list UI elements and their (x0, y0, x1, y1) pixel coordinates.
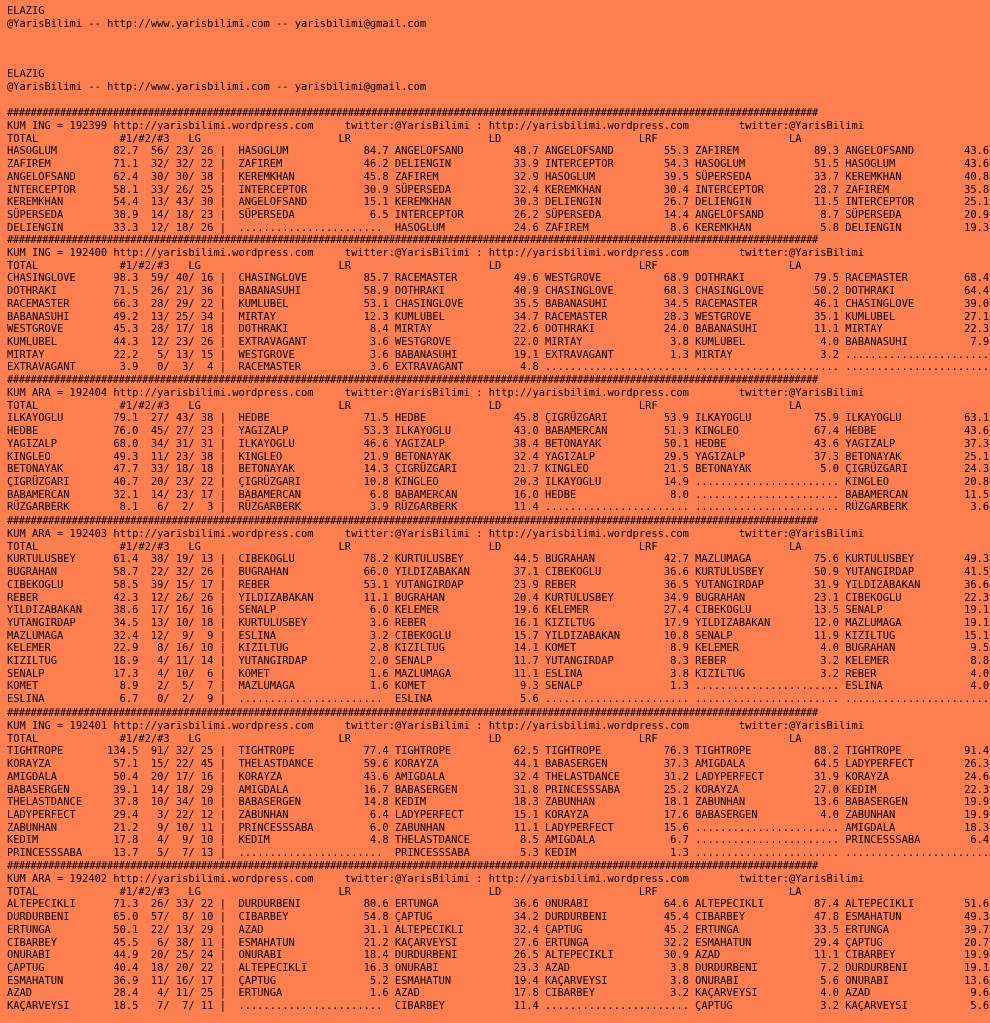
race-table-192403: KUM ARA = 192403 http://yarisbilimi.wordpress.com twitter:@YarisBilimi : http://yarisbilimi.wordpress.com twitter:@YarisBilimi TOTAL #1/#2/#3 LG LR LD LRF LA KURTULUSBEY 61.4 38/ 19/ 13 | CIBEKOGLU 78.2 KURTULUSBEY 44.5 BUGRAHAN 42.7 MAZLUMAGA 75.6 KURTULUSBEY 49.3 BUGRAHAN 58.7 22/ 32/ 26 | BUGRAHAN 66.0 YILDIZABAKAN 37.1 CIBEKOGLU 36.6 KURTULUSBEY 50.9 YUTANGIRDAP 41.5 CIBEKOGLU 58.5 39/ 15/ 17 | REBER 53.1 YUTANGIRDAP 23.9 REBER 36.5 YUTANGIRDAP 31.9 YILDIZABAKAN 36.6 REBER 42.3 12/ 26/ 26 | YILDIZABAKAN 11.1 BUGRAHAN 20.4 KURTULUSBEY 34.9 BUGRAHAN 23.1 CIBEKOGLU 22.3 YILDIZABAKAN 38.6 17/ 16/ 16 | SENALP 6.0 KELEMER 19.6 KELEMER 27.4 CIBEKOGLU 13.5 SENALP 19.1 YUTANGIRDAP 34.5 13/ 10/ 18 | KURTULUSBEY 3.6 REBER 16.1 KIZILTUG 17.9 YILDIZABAKAN 12.0 MAZLUMAGA 19.1 MAZLUMAGA 32.4 12/ 9/ 9 | ESLINA 3.2 CIBEKOGLU 15.7 YILDIZABAKAN 10.8 SENALP 11.9 KIZILTUG 15.1 KELEMER 22.9 8/ 16/ 10 | KIZILTUG 2.8 KIZILTUG 14.1 KOMET 8.9 KELEMER 4.0 BUGRAHAN 9.5 KIZILTUG 18.9 4/ 11/ 14 | YUTANGIRDAP 2.0 SENALP 11.7 YUTANGIRDAP 8.3 REBER 3.2 KELEMER 8.8 SENALP 17.3 4/ 10/ 6 | KOMET 1.6 MAZLUMAGA 11.1 ESLINA 3.8 KIZILTUG 3.2 REBER 4.0 KOMET 8.9 2/ 5/ 7 | MAZLUMAGA 1.6 KOMET 9.3 SENALP 1.3 ....................... ESLINA 4.0 ESLINA 6.7 0/ 2/ 9 | ....................... ESLINA 5.6 ....................... ....................... ....................... (7, 528, 990, 706)
separator-line: ########################################################################################################################################## (7, 374, 818, 386)
race-table-192401: KUM ING = 192401 http://yarisbilimi.wordpress.com twitter:@YarisBilimi : http://yarisbilimi.wordpress.com twitter:@YarisBilimi TOTAL #1/#2/#3 LG LR LD LRF LA TIGHTROPE 134.5 91/ 32/ 25 | TIGHTROPE 77.4 TIGHTROPE 62.5 TIGHTROPE 76.3 TIGHTROPE 88.2 TIGHTROPE 91.4 KORAYZA 57.1 15/ 22/ 45 | THELASTDANCE 59.6 KORAYZA 44.1 BABASERGEN 37.3 AMIGDALA 64.5 LADYPERFECT 26.3 AMIGDALA 50.4 20/ 17/ 16 | KORAYZA 43.6 AMIGDALA 32.4 THELASTDANCE 31.2 LADYPERFECT 31.9 KORAYZA 24.6 BABASERGEN 39.1 14/ 18/ 29 | AMIGDALA 16.7 BABASERGEN 31.8 PRINCESSSABA 25.2 KORAYZA 27.0 KEDIM 22.3 THELASTDANCE 37.8 10/ 34/ 10 | BABASERGEN 14.8 KEDIM 18.3 ZABUNHAN 18.1 ZABUNHAN 13.6 BABASERGEN 19.9 LADYPERFECT 29.4 3/ 22/ 12 | ZABUNHAN 6.4 LADYPERFECT 15.1 KORAYZA 17.6 BABASERGEN 4.0 ZABUNHAN 19.9 ZABUNHAN 21.2 9/ 10/ 11 | PRINCESSSABA 6.0 ZABUNHAN 11.1 LADYPERFECT 15.6 ....................... AMIGDALA 18.3 KEDIM 17.8 4/ 9/ 10 | KEDIM 4.8 THELASTDANCE 8.5 AMIGDALA 6.7 ....................... PRINCESSSABA 6.4 PRINCESSSABA 13.7 5/ 7/ 13 | ....................... PRINCESSSABA 5.3 KEDIM 1.3 ....................... ....................... (7, 720, 990, 860)
separator-line: ########################################################################################################################################## (7, 515, 818, 527)
race-table-192400: KUM ING = 192400 http://yarisbilimi.wordpress.com twitter:@YarisBilimi : http://yarisbilimi.wordpress.com twitter:@YarisBilimi TOTAL #1/#2/#3 LG LR LD LRF LA CHASINGLOVE 98.3 59/ 40/ 16 | CHASINGLOVE 85.7 RACEMASTER 49.6 WESTGROVE 68.9 DOTHRAKI 79.5 RACEMASTER 68.4 DOTHRAKI 71.5 26/ 21/ 36 | BABANASUHI 58.9 DOTHRAKI 40.9 CHASINGLOVE 68.3 CHASINGLOVE 50.2 DOTHRAKI 64.4 RACEMASTER 66.3 28/ 29/ 22 | KUMLUBEL 53.1 CHASINGLOVE 35.5 BABANASUHI 34.5 RACEMASTER 46.1 CHASINGLOVE 39.0 BABANASUHI 49.2 13/ 25/ 34 | MIRTAY 12.3 KUMLUBEL 34.7 RACEMASTER 28.3 WESTGROVE 35.1 KUMLUBEL 27.1 WESTGROVE 45.3 28/ 17/ 18 | DOTHRAKI 8.4 MIRTAY 22.6 DOTHRAKI 24.0 BABANASUHI 11.1 MIRTAY 22.3 KUMLUBEL 44.3 12/ 23/ 26 | EXTRAVAGANT 3.6 WESTGROVE 22.0 MIRTAY 3.8 KUMLUBEL 4.0 BABANASUHI 7.9 MIRTAY 22.2 5/ 13/ 15 | WESTGROVE 3.6 BABANASUHI 19.1 EXTRAVAGANT 1.3 MIRTAY 3.2 ....................... EXTRAVAGANT 3.9 0/ 3/ 4 | RACEMASTER 3.6 EXTRAVAGANT 4.8 ....................... ....................... ....................... (7, 247, 990, 374)
race-table-192404: KUM ARA = 192404 http://yarisbilimi.wordpress.com twitter:@YarisBilimi : http://yarisbilimi.wordpress.com twitter:@YarisBilimi TOTAL #1/#2/#3 LG LR LD LRF LA ILKAYOGLU 79.1 27/ 43/ 38 | HEDBE 71.5 HEDBE 45.8 ÇIGRÜZGARI 53.9 ILKAYOGLU 75.9 ILKAYOGLU 63.1 HEDBE 76.0 45/ 27/ 23 | YAGIZALP 53.3 ILKAYOGLU 43.0 BABAMERCAN 51.3 KINGLEO 67.4 HEDBE 43.6 YAGIZALP 68.0 34/ 31/ 31 | ILKAYOGLU 46.6 YAGIZALP 38.4 BETONAYAK 50.1 HEDBE 43.6 YAGIZALP 37.3 KINGLEO 49.3 11/ 23/ 38 | KINGLEO 21.9 BETONAYAK 32.4 YAGIZALP 29.5 YAGIZALP 37.3 BETONAYAK 25.1 BETONAYAK 47.7 33/ 18/ 18 | BETONAYAK 14.3 ÇIGRÜZGARI 21.7 KINGLEO 21.5 BETONAYAK 5.0 ÇIGRÜZGARI 24.3 ÇIGRÜZGARI 40.7 20/ 23/ 22 | ÇIGRÜZGARI 10.8 KINGLEO 20.3 ILKAYOGLU 14.9 ....................... KINGLEO 20.8 BABAMERCAN 32.1 14/ 23/ 17 | BABAMERCAN 6.8 BABAMERCAN 16.0 HEDBE 8.0 ....................... BABAMERCAN 11.5 RÜZGARBERK 8.1 6/ 2/ 3 | RÜZGARBERK 3.9 RÜZGARBERK 11.4 ....................... ....................... RÜZGARBERK 3.6 (7, 387, 990, 514)
separator-line: ########################################################################################################################################## (7, 234, 818, 246)
separator-line: ########################################################################################################################################## (7, 860, 818, 872)
site-header-top: ELAZIG @YarisBilimi -- http://www.yarisbilimi.com -- yarisbilimi@gmail.com (7, 5, 427, 30)
separator-line: ########################################################################################################################################## (7, 107, 818, 119)
race-table-192399: KUM ING = 192399 http://yarisbilimi.wordpress.com twitter:@YarisBilimi : http://yarisbilimi.wordpress.com twitter:@YarisBilimi TOTAL #1/#2/#3 LG LR LD LRF LA HASOGLUM 82.7 56/ 23/ 26 | HASOGLUM 84.7 ANGELOFSAND 48.7 ANGELOFSAND 55.3 ZAFIREM 89.3 ANGELOFSAND 43.6 ZAFIREM 71.1 32/ 32/ 22 | ZAFIREM 46.2 DELIENGIN 33.9 INTERCEPTOR 54.3 HASOGLUM 51.5 HASOGLUM 43.6 ANGELOFSAND 62.4 30/ 30/ 38 | KEREMKHAN 45.8 ZAFIREM 32.9 HASOGLUM 39.5 SÜPERSEDA 33.7 KEREMKHAN 40.8 INTERCEPTOR 58.1 33/ 26/ 25 | INTERCEPTOR 30.9 SÜPERSEDA 32.4 KEREMKHAN 30.4 INTERCEPTOR 28.7 ZAFIREM 35.8 KEREMKHAN 54.4 13/ 43/ 30 | ANGELOFSAND 15.1 KEREMKHAN 30.3 DELIENGIN 26.7 DELIENGIN 11.5 INTERCEPTOR 25.1 SÜPERSEDA 38.9 14/ 18/ 23 | SÜPERSEDA 6.5 INTERCEPTOR 26.2 SÜPERSEDA 14.4 ANGELOFSAND 8.7 SÜPERSEDA 20.9 DELIENGIN 33.3 12/ 18/ 26 | ....................... HASOGLUM 24.6 ZAFIREM 8.6 KEREMKHAN 5.8 DELIENGIN 19.3 (7, 120, 990, 234)
separator-line: ########################################################################################################################################## (7, 707, 818, 719)
race-table-192402: KUM ARA = 192402 http://yarisbilimi.wordpress.com twitter:@YarisBilimi : http://yarisbilimi.wordpress.com twitter:@YarisBilimi TOTAL #1/#2/#3 LG LR LD LRF LA ALTEPECIKLI 71.3 26/ 33/ 22 | DURDURBENI 80.6 ERTUNGA 36.6 ONURABI 64.6 ALTEPECIKLI 87.4 ALTEPECIKLI 51.6 DURDURBENI 65.0 57/ 8/ 10 | CIBARBEY 54.8 ÇAPTUG 34.2 DURDURBENI 45.4 CIBARBEY 47.8 ESMAHATUN 49.3 ERTUNGA 50.1 22/ 13/ 29 | AZAD 31.1 ALTEPECIKLI 32.4 ÇAPTUG 45.2 ERTUNGA 33.5 ERTUNGA 39.7 CIBARBEY 45.5 6/ 38/ 11 | ESMAHATUN 21.2 KAÇARVEYSI 27.6 ERTUNGA 32.2 ESMAHATUN 29.4 ÇAPTUG 20.7 ONURABI 44.9 20/ 25/ 24 | ONURABI 18.4 DURDURBENI 26.5 ALTEPECIKLI 30.9 AZAD 11.1 CIBARBEY 19.9 ÇAPTUG 40.4 18/ 20/ 22 | ALTEPECIKLI 16.3 ONURABI 23.3 AZAD 3.8 DURDURBENI 7.2 DURDURBENI 19.1 ESMAHATUN 36.9 11/ 16/ 17 | ÇAPTUG 5.2 ESMAHATUN 19.4 KAÇARVEYSI 3.8 ONURABI 5.6 ONURABI 13.6 AZAD 28.4 4/ 11/ 25 | ERTUNGA 1.6 AZAD 17.8 CIBARBEY 3.2 KAÇARVEYSI 4.0 AZAD 9.6 KAÇARVEYSI 18.5 7/ 7/ 11 | ....................... CIBARBEY 11.4 ....................... ÇAPTUG 3.2 KAÇARVEYSI 5.6 (7, 873, 990, 1013)
site-header: ELAZIG @YarisBilimi -- http://www.yarisbilimi.com -- yarisbilimi@gmail.com (7, 68, 427, 93)
